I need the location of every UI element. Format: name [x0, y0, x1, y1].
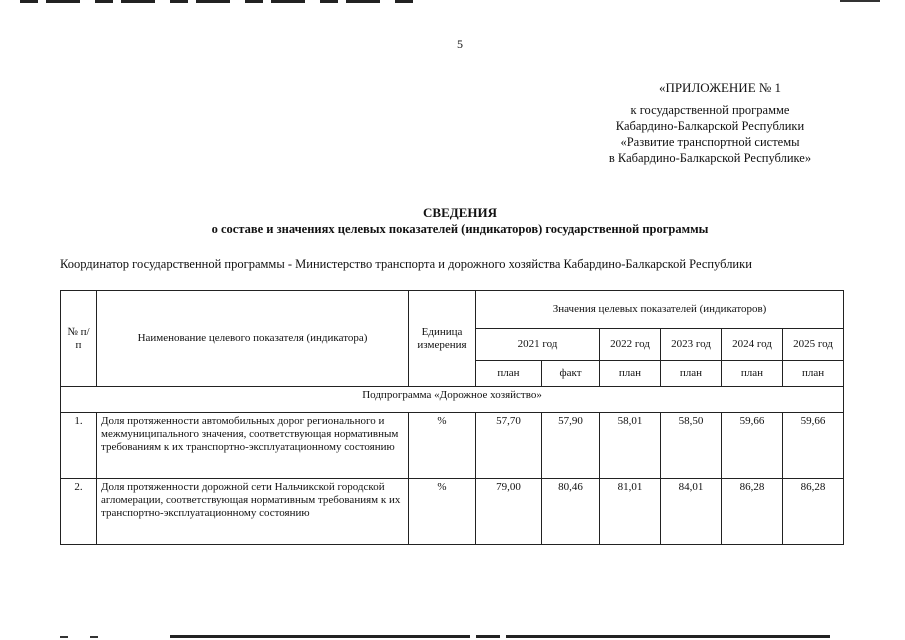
indicators-table — [60, 290, 844, 545]
value-2021-plan: 57,70 — [476, 413, 542, 479]
subheader-plan: план — [600, 361, 661, 387]
indicator-unit: % — [409, 479, 476, 545]
scan-artifact-top — [20, 0, 420, 3]
value-2022-plan: 81,01 — [600, 479, 661, 545]
subheader-plan: план — [722, 361, 783, 387]
value-2021-plan: 79,00 — [476, 479, 542, 545]
coordinator-text: Координатор государственной программы - Министерство транспорта и дорожного хозяйства Кабардино-Балкарской Республики — [60, 257, 752, 271]
header-values: Значения целевых показателей (индикаторов) — [476, 291, 844, 329]
subheader-plan: план — [783, 361, 844, 387]
indicator-name: Доля протяженности автомобильных дорог регионального и межмуниципального значения, соответствующая нормативным требованиям к их транспортно-эксплуатационному состоянию — [97, 413, 409, 479]
page-number: 5 — [457, 37, 463, 51]
table-row — [61, 479, 844, 545]
value-2021-fact: 57,90 — [542, 413, 600, 479]
value-2022-plan: 58,01 — [600, 413, 661, 479]
appendix-caption — [580, 102, 840, 166]
header-year-2024: 2024 год — [722, 329, 783, 361]
header-unit: Единица измерения — [409, 291, 476, 387]
appendix-line: Кабардино-Балкарской Республики — [615, 119, 805, 133]
value-2025-plan: 86,28 — [783, 479, 844, 545]
value-2024-plan: 59,66 — [722, 413, 783, 479]
value-2023-plan: 58,50 — [661, 413, 722, 479]
header-num: № п/п — [61, 291, 97, 387]
document-subheading: о составе и значениях целевых показателей (индикаторов) государственной программы — [211, 222, 709, 236]
subheader-fact: факт — [542, 361, 600, 387]
appendix-line: в Кабардино-Балкарской Республике» — [608, 151, 812, 165]
value-2025-plan: 59,66 — [783, 413, 844, 479]
subheader-plan: план — [661, 361, 722, 387]
scan-artifact-top-right — [840, 0, 880, 2]
value-2021-fact: 80,46 — [542, 479, 600, 545]
appendix-title: «ПРИЛОЖЕНИЕ № 1 — [658, 80, 782, 95]
subprogram-title: Подпрограмма «Дорожное хозяйство» — [61, 387, 844, 413]
header-year-2021: 2021 год — [476, 329, 600, 361]
scan-artifact-bottom-left — [60, 636, 120, 638]
value-2023-plan: 84,01 — [661, 479, 722, 545]
header-name: Наименование целевого показателя (индикатора) — [97, 291, 409, 387]
header-year-2023: 2023 год — [661, 329, 722, 361]
indicator-name: Доля протяженности дорожной сети Нальчикской городской агломерации, соответствующая нормативным требованиям к их транспортно-эксплуатационному состоянию — [97, 479, 409, 545]
subheader-plan: план — [476, 361, 542, 387]
appendix-line: к государственной программе — [630, 103, 790, 117]
row-number: 1. — [61, 413, 97, 479]
indicator-unit: % — [409, 413, 476, 479]
scan-artifact-bottom — [170, 635, 830, 638]
row-number: 2. — [61, 479, 97, 545]
document-heading: СВЕДЕНИЯ — [423, 205, 497, 220]
value-2024-plan: 86,28 — [722, 479, 783, 545]
table-row — [61, 413, 844, 479]
header-year-2022: 2022 год — [600, 329, 661, 361]
header-year-2025: 2025 год — [783, 329, 844, 361]
appendix-line: «Развитие транспортной системы — [620, 135, 800, 149]
